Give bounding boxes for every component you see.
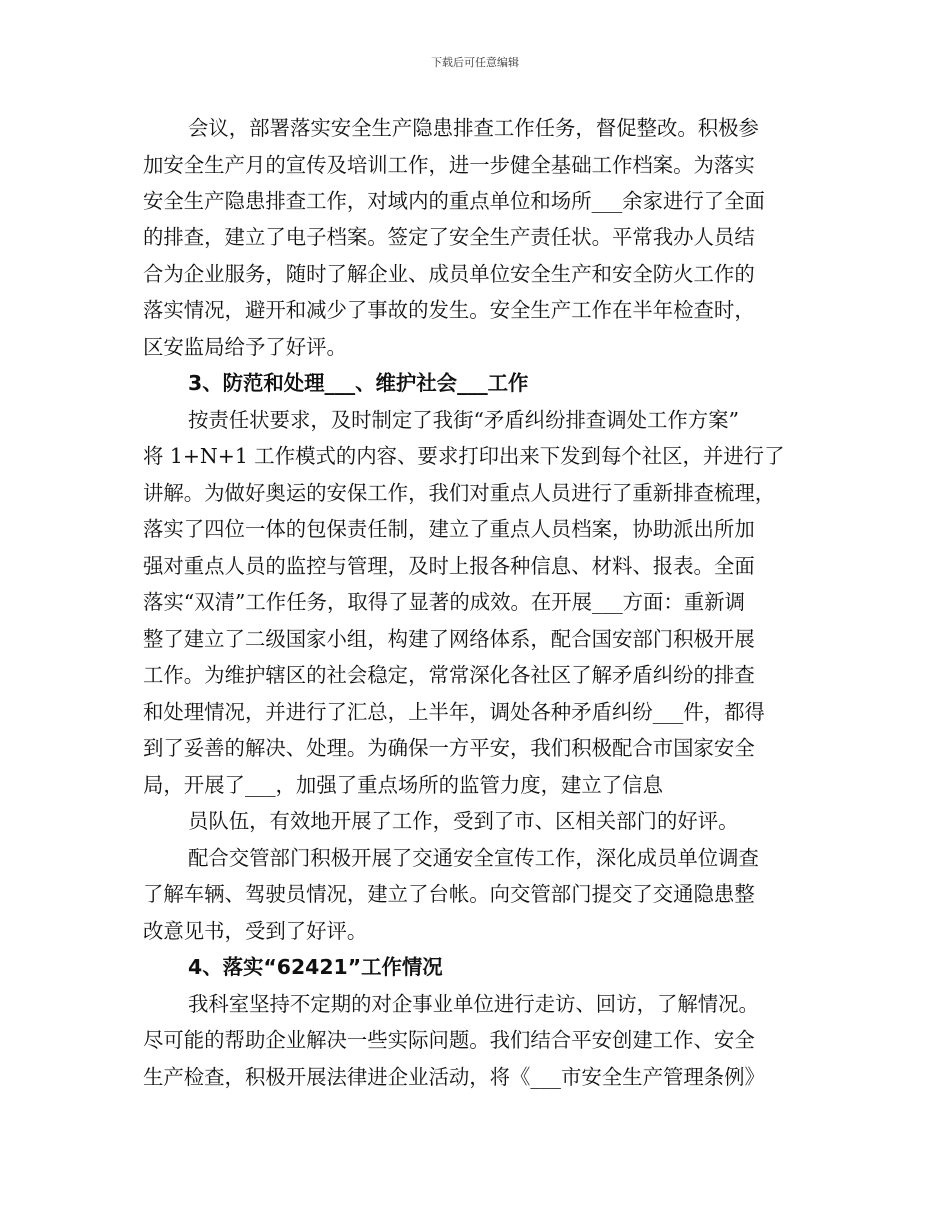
paragraph-line: 落实“双清”工作任务，取得了显著的成效。在开展___方面：重新调	[143, 590, 745, 614]
paragraph-line: 配合交管部门积极开展了交通安全宣传工作，深化成员单位调查	[188, 846, 759, 870]
paragraph-line: 合为企业服务，随时了解企业、成员单位安全生产和安全防火工作的	[143, 262, 755, 286]
paragraph-line: 整了建立了二级国家小组，构建了网络体系，配合国安部门积极开展	[143, 627, 755, 651]
paragraph-line: 改意见书，受到了好评。	[143, 919, 368, 943]
paragraph-line: 安全生产隐患排查工作，对域内的重点单位和场所___余家进行了全面	[143, 189, 765, 213]
section-heading: 4、落实“62421”工作情况	[188, 955, 443, 979]
paragraph-line: 工作。为维护辖区的社会稳定，常常深化各社区了解矛盾纠纷的排查	[143, 663, 755, 687]
paragraph-line: 尽可能的帮助企业解决一些实际问题。我们结合平安创建工作、安全	[143, 1028, 755, 1052]
paragraph-line: 到了妥善的解决、处理。为确保一方平安，我们积极配合市国家安全	[143, 736, 755, 760]
paragraph-line: 员队伍，有效地开展了工作，受到了市、区相关部门的好评。	[188, 809, 739, 833]
paragraph-line: 落实了四位一体的包保责任制，建立了重点人员档案，协助派出所加	[143, 517, 755, 541]
paragraph-line: 生产检查，积极开展法律进企业活动，将《___市安全生产管理条例》	[143, 1065, 765, 1089]
paragraph-line: 局，开展了___，加强了重点场所的监管力度，建立了信息	[143, 773, 663, 797]
paragraph-line: 和处理情况，并进行了汇总，上半年，调处各种矛盾纠纷___件，都得	[143, 700, 765, 724]
paragraph-line: 按责任状要求，及时制定了我街“矛盾纠纷排查调处工作方案”	[188, 408, 740, 432]
paragraph-line: 落实情况，避开和减少了事故的发生。安全生产工作在半年检查时，	[143, 298, 755, 322]
paragraph-line: 区安监局给予了好评。	[143, 335, 347, 359]
paragraph-line: 将 1+N+1 工作模式的内容、要求打印出来下发到每个社区，并进行了	[143, 444, 785, 468]
paragraph-line: 了解车辆、驾驶员情况，建立了台帐。向交管部门提交了交通隐患整	[143, 882, 755, 906]
section-heading: 3、防范和处理___、维护社会___工作	[188, 371, 529, 395]
paragraph-line: 加安全生产月的宣传及培训工作，进一步健全基础工作档案。为落实	[143, 153, 755, 177]
paragraph-line: 的排查，建立了电子档案。签定了安全生产责任状。平常我办人员结	[143, 225, 755, 249]
paragraph-line: 讲解。为做好奥运的安保工作，我们对重点人员进行了重新排查梳理，	[143, 481, 776, 505]
page-header: 下载后可任意编辑	[431, 56, 519, 69]
paragraph-line: 强对重点人员的监控与管理，及时上报各种信息、材料、报表。全面	[143, 554, 755, 578]
paragraph-line: 会议，部署落实安全生产隐患排查工作任务，督促整改。积极参	[188, 116, 759, 140]
paragraph-line: 我科室坚持不定期的对企事业单位进行走访、回访，了解情况。	[188, 992, 759, 1016]
